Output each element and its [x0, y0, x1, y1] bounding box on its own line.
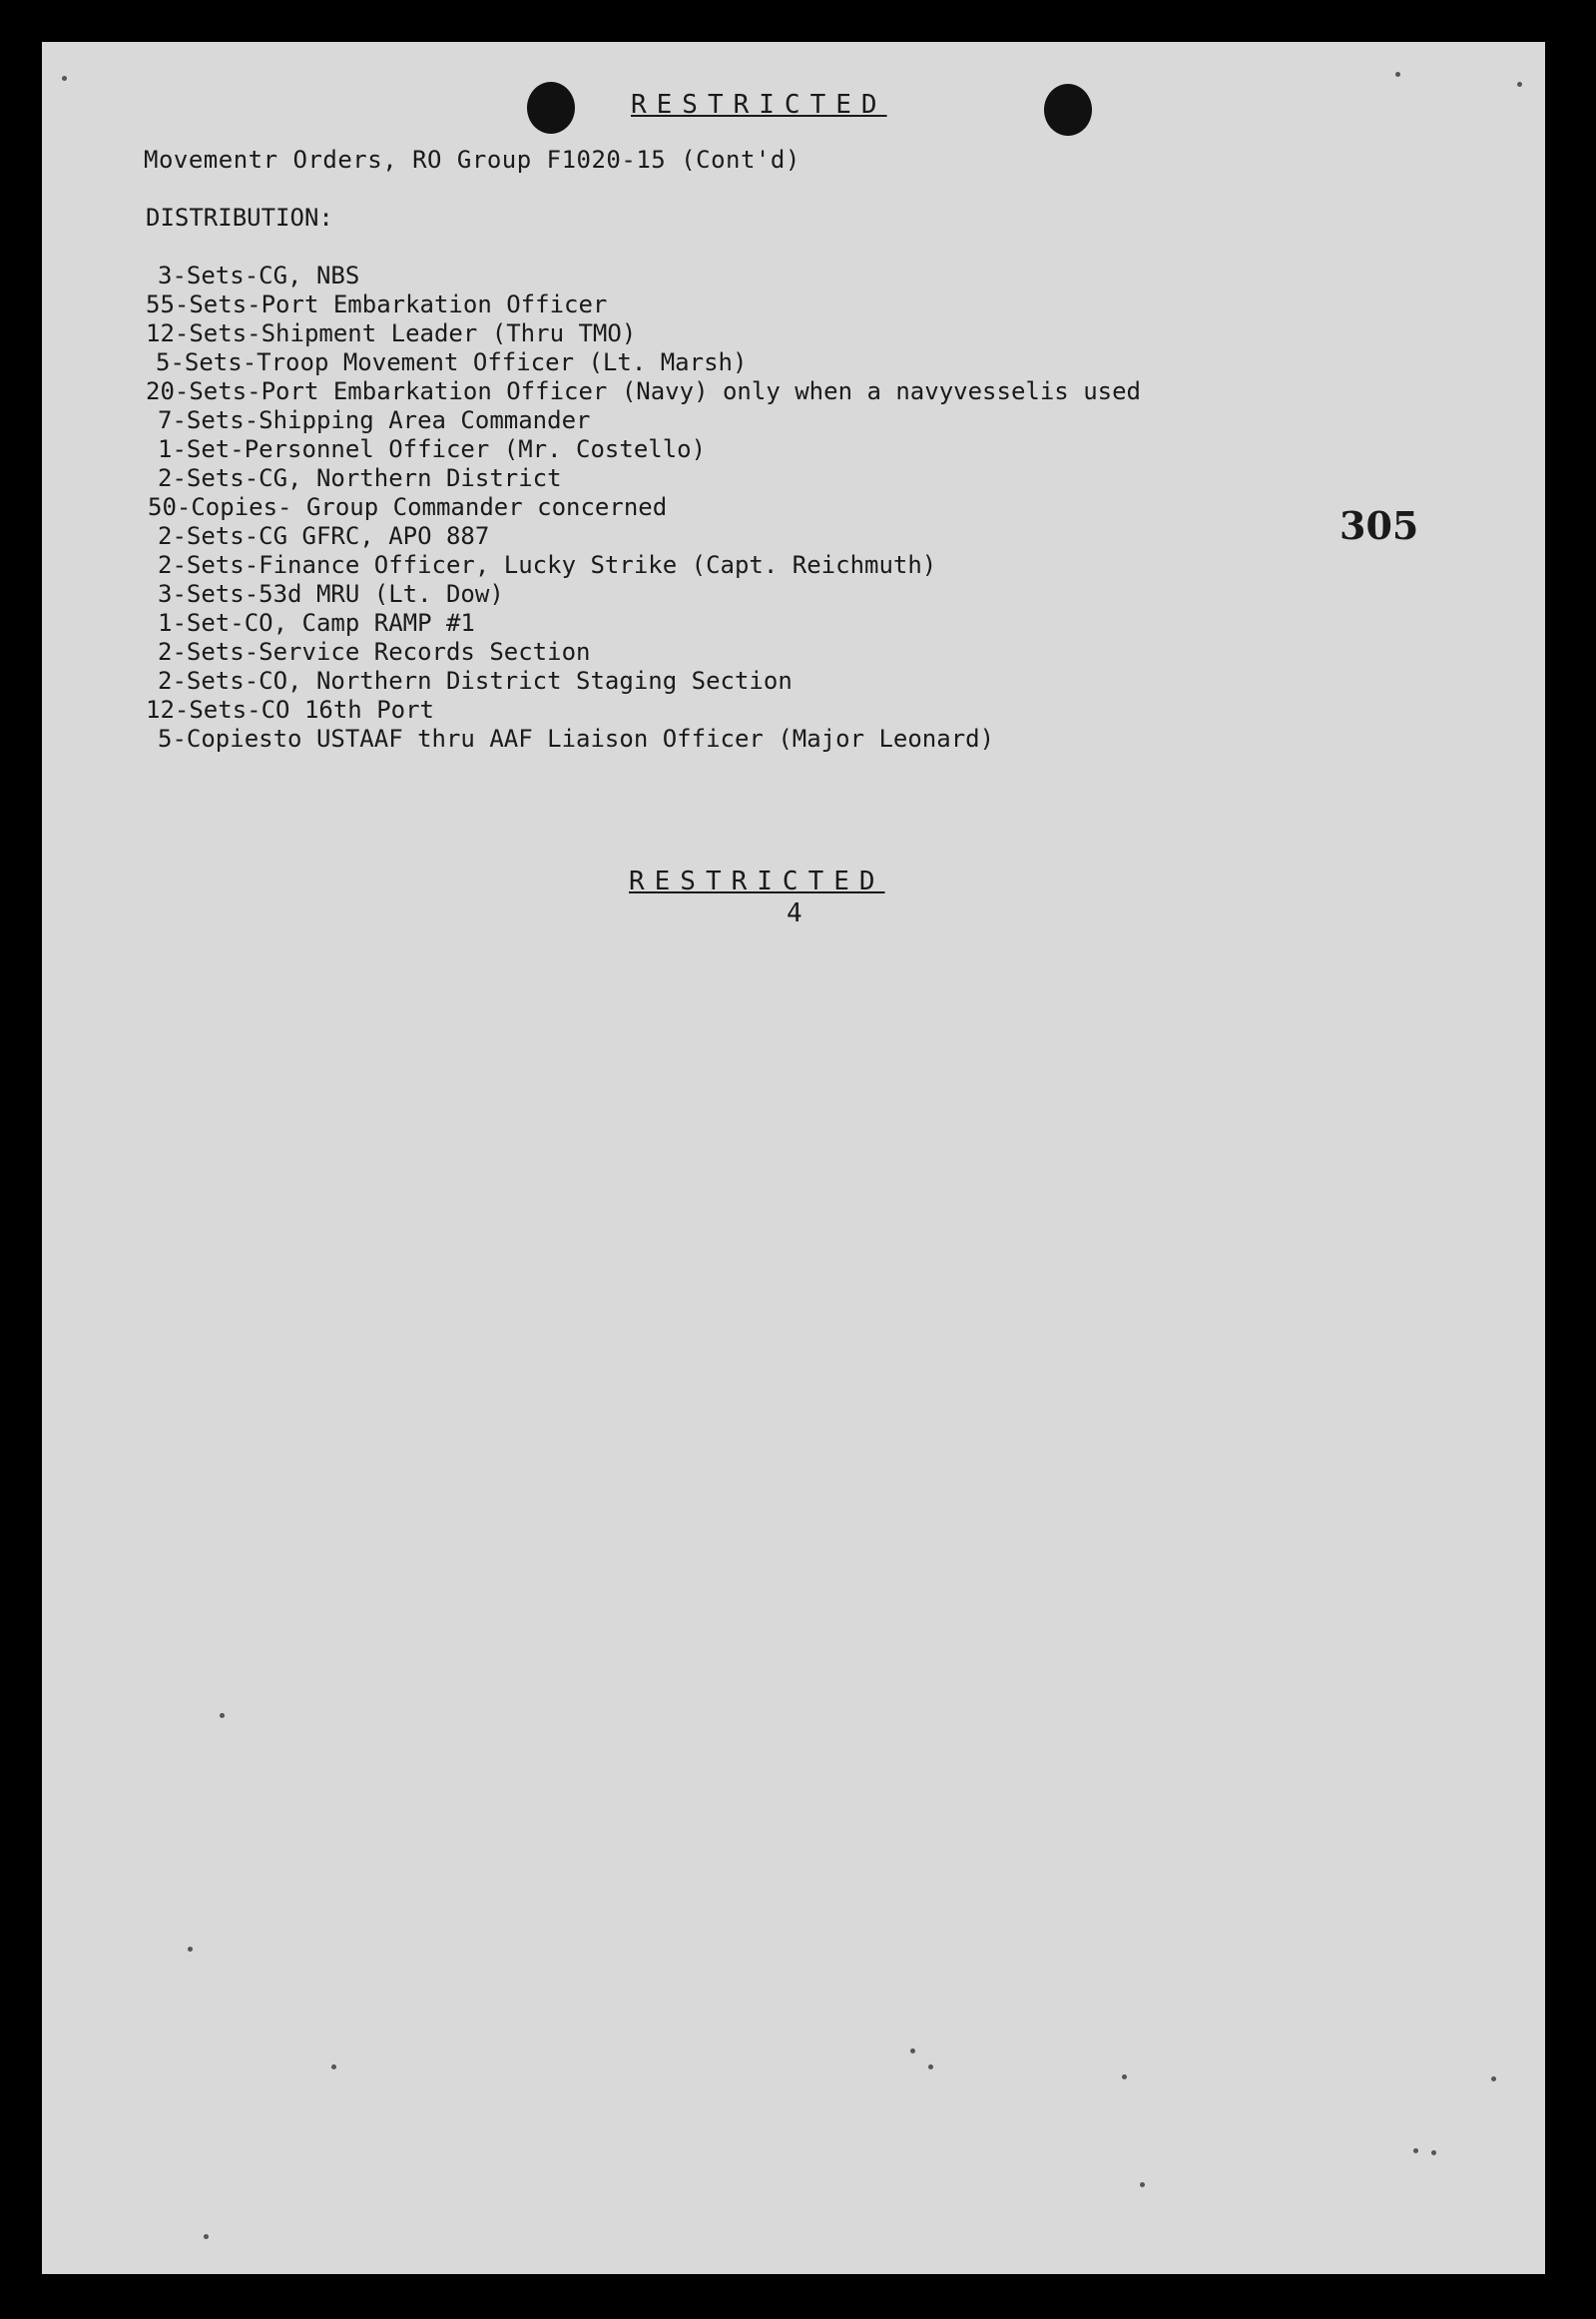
distribution-item: 12-Sets-Shipment Leader (Thru TMO) [146, 319, 637, 347]
distribution-item: 3-Sets-CG, NBS [158, 262, 360, 290]
distribution-item: 7-Sets-Shipping Area Commander [158, 406, 591, 434]
speck [1431, 2150, 1436, 2155]
distribution-item: 20-Sets-Port Embarkation Officer (Navy) only when a navyvesselis used [146, 377, 1141, 405]
document-page [42, 42, 1545, 2274]
distribution-item: 2-Sets-CG, Northern District [158, 464, 562, 492]
distribution-item: 12-Sets-CO 16th Port [146, 696, 434, 724]
punch-hole-right [1044, 84, 1092, 136]
classification-top: RESTRICTED [631, 90, 887, 120]
speck [220, 1713, 225, 1718]
distribution-item: 2-Sets-Service Records Section [158, 638, 591, 666]
speck [1491, 2076, 1496, 2081]
speck [1517, 82, 1522, 87]
distribution-item: 50-Copies- Group Commander concerned [148, 493, 668, 521]
distribution-item: 55-Sets-Port Embarkation Officer [146, 290, 608, 318]
speck [928, 2064, 933, 2069]
distribution-list [146, 262, 1141, 754]
speck [1395, 72, 1400, 77]
distribution-item: 5-Sets-Troop Movement Officer (Lt. Marsh) [156, 348, 748, 376]
distribution-heading: DISTRIBUTION: [146, 204, 333, 232]
distribution-item: 3-Sets-53d MRU (Lt. Dow) [158, 580, 504, 608]
distribution-item: 1-Set-CO, Camp RAMP #1 [158, 609, 475, 637]
speck [1140, 2182, 1145, 2187]
page-stamp-number: 305 [1339, 503, 1419, 548]
speck [204, 2234, 209, 2239]
distribution-item: 2-Sets-Finance Officer, Lucky Strike (Capt. Reichmuth) [158, 551, 937, 579]
speck [331, 2064, 336, 2069]
distribution-item: 1-Set-Personnel Officer (Mr. Costello) [158, 435, 707, 463]
punch-hole-left [527, 82, 575, 134]
speck [1122, 2074, 1127, 2079]
distribution-item: 2-Sets-CO, Northern District Staging Section [158, 667, 793, 695]
distribution-item: 2-Sets-CG GFRC, APO 887 [158, 522, 490, 550]
classification-bottom: RESTRICTED [629, 867, 885, 896]
speck [1413, 2148, 1418, 2153]
distribution-item: 5-Copiesto USTAAF thru AAF Liaison Officer (Major Leonard) [158, 725, 995, 753]
page-number: 4 [787, 898, 802, 928]
speck [188, 1947, 193, 1952]
speck [62, 76, 67, 81]
speck [910, 2048, 915, 2053]
document-header: Movementr Orders, RO Group F1020-15 (Cont'd) [144, 146, 800, 174]
